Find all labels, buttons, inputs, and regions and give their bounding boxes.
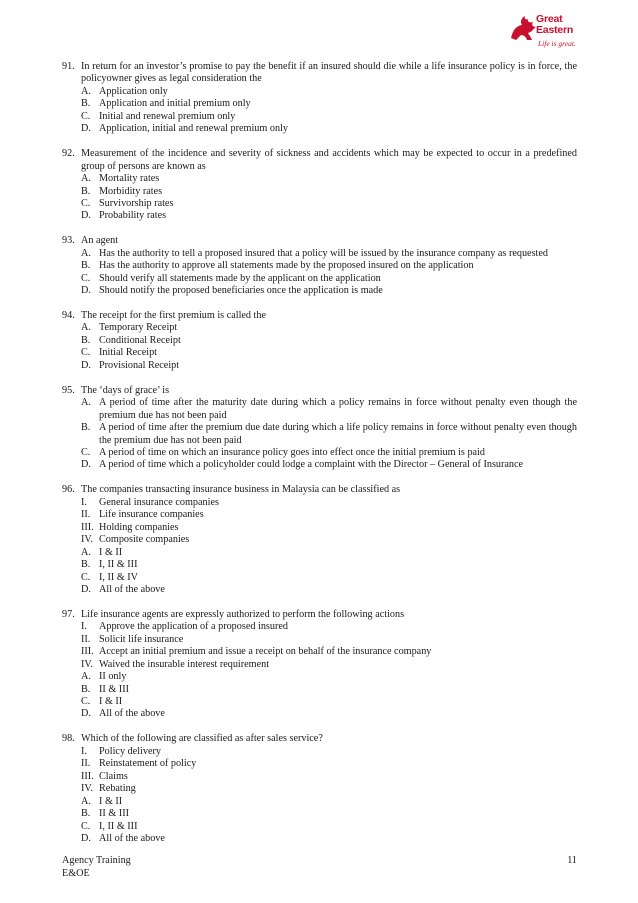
answer-option: [62, 360, 577, 372]
statement-numeral: II.: [81, 633, 91, 645]
option-letter: A.: [81, 322, 91, 334]
statement-text: Composite companies: [99, 534, 190, 546]
option-text: All of the above: [99, 832, 165, 844]
footer-title: Agency Training: [62, 855, 131, 866]
option-letter: A.: [81, 795, 91, 807]
answer-option: [62, 696, 577, 708]
question-block: [62, 310, 577, 372]
option-letter: A.: [81, 85, 91, 97]
question-number: 97.: [62, 608, 75, 620]
statement-item: [62, 746, 577, 758]
statement-text: Holding companies: [99, 521, 179, 533]
option-text: Has the authority to tell a proposed insured that a policy will be issued by the insurance company as requested: [99, 247, 548, 259]
statement-item: [62, 771, 577, 783]
question-stem: The companies transacting insurance business in Malaysia can be classified as: [81, 484, 401, 496]
question-row: [62, 235, 577, 247]
question-block: [62, 385, 577, 472]
option-letter: C.: [81, 272, 91, 284]
logo-wordmark: [536, 14, 573, 36]
page-number: 11: [567, 855, 577, 866]
answer-option: [62, 708, 577, 720]
question-stem: Which of the following are classified as after sales service?: [81, 733, 323, 745]
option-letter: A.: [81, 247, 91, 259]
statement-text: Rebating: [99, 783, 136, 795]
option-text: I & II: [99, 546, 123, 558]
statement-item: [62, 783, 577, 795]
option-letter: C.: [81, 696, 91, 708]
option-text: Initial and renewal premium only: [99, 110, 236, 122]
footer-disclaimer: E&OE: [62, 867, 90, 879]
option-text: II & III: [99, 683, 129, 695]
statement-item: [62, 621, 577, 633]
answer-option: [62, 547, 577, 559]
answer-option: [62, 833, 577, 845]
question-row: [62, 61, 577, 86]
option-text: Probability rates: [99, 210, 167, 222]
option-letter: B.: [81, 334, 91, 346]
option-text: Should notify the proposed beneficiaries once the application is made: [99, 285, 383, 297]
question-row: [62, 609, 577, 621]
option-text: Application, initial and renewal premium only: [99, 123, 288, 135]
statement-text: Approve the application of a proposed insured: [99, 621, 288, 633]
answer-option: [62, 86, 577, 98]
option-text: A period of time after the maturity date during which a policy remains in force without penalty even though the premium due has not been paid: [99, 397, 577, 421]
answer-option: [62, 210, 577, 222]
answer-option: [62, 459, 577, 471]
option-text: A period of time which a policyholder could lodge a complaint with the Director – General of Insurance: [99, 459, 524, 471]
statement-numeral: III.: [81, 770, 94, 782]
statement-item: [62, 497, 577, 509]
question-stem: An agent: [81, 235, 119, 247]
option-text: Application and initial premium only: [99, 98, 251, 110]
statement-item: [62, 659, 577, 671]
option-letter: B.: [81, 559, 91, 571]
statement-text: Reinstatement of policy: [99, 758, 197, 770]
option-letter: D.: [81, 210, 91, 222]
answer-option: [62, 347, 577, 359]
statement-item: [62, 646, 577, 658]
option-text: Conditional Receipt: [99, 334, 181, 346]
question-list: [62, 61, 577, 858]
option-letter: C.: [81, 820, 91, 832]
answer-option: [62, 111, 577, 123]
logo-line-2: Eastern: [536, 24, 574, 36]
question-row: [62, 148, 577, 173]
option-text: I, II & III: [99, 820, 138, 832]
statement-numeral: IV.: [81, 534, 93, 546]
option-letter: D.: [81, 359, 91, 371]
option-letter: D.: [81, 832, 91, 844]
answer-option: [62, 260, 577, 272]
option-letter: B.: [81, 808, 91, 820]
statement-item: [62, 522, 577, 534]
question-row: [62, 310, 577, 322]
statement-numeral: I.: [81, 621, 87, 633]
option-letter: B.: [81, 98, 91, 110]
option-text: Mortality rates: [99, 173, 160, 185]
logo-tagline: Life is great.: [538, 39, 576, 48]
answer-option: [62, 173, 577, 185]
answer-option: [62, 821, 577, 833]
answer-option: [62, 322, 577, 334]
option-letter: A.: [81, 173, 91, 185]
question-block: [62, 484, 577, 596]
page-footer: [62, 855, 577, 880]
option-letter: A.: [81, 546, 91, 558]
option-text: I & II: [99, 795, 123, 807]
company-logo: [508, 12, 620, 54]
question-row: [62, 733, 577, 745]
statement-item: [62, 758, 577, 770]
option-letter: A.: [81, 671, 91, 683]
answer-option: [62, 422, 577, 447]
answer-option: [62, 285, 577, 297]
option-letter: C.: [81, 110, 91, 122]
question-block: [62, 733, 577, 845]
question-number: 94.: [62, 310, 75, 322]
statement-text: Life insurance companies: [99, 509, 204, 521]
statement-item: [62, 534, 577, 546]
option-letter: B.: [81, 260, 91, 272]
option-text: I, II & III: [99, 559, 138, 571]
answer-option: [62, 684, 577, 696]
option-text: Temporary Receipt: [99, 322, 178, 334]
option-text: Morbidity rates: [99, 185, 163, 197]
logo-line-1: Great: [536, 13, 563, 25]
statement-text: Accept an initial premium and issue a receipt on behalf of the insurance company: [99, 646, 432, 658]
option-text: All of the above: [99, 583, 165, 595]
statement-text: Claims: [99, 770, 128, 782]
question-block: [62, 148, 577, 223]
statement-text: General insurance companies: [99, 496, 219, 508]
statement-numeral: III.: [81, 521, 94, 533]
option-letter: B.: [81, 422, 91, 434]
statement-numeral: II.: [81, 758, 91, 770]
statement-text: Solicit life insurance: [99, 633, 184, 645]
option-text: Application only: [99, 85, 168, 97]
answer-option: [62, 559, 577, 571]
option-text: Should verify all statements made by the applicant on the application: [99, 272, 381, 284]
answer-option: [62, 808, 577, 820]
option-text: I, II & IV: [99, 571, 139, 583]
statement-text: Policy delivery: [99, 745, 161, 757]
option-letter: D.: [81, 459, 91, 471]
answer-option: [62, 572, 577, 584]
option-letter: B.: [81, 683, 91, 695]
option-letter: C.: [81, 197, 91, 209]
option-letter: D.: [81, 583, 91, 595]
option-letter: C.: [81, 347, 91, 359]
answer-option: [62, 98, 577, 110]
option-letter: C.: [81, 446, 91, 458]
option-letter: D.: [81, 285, 91, 297]
option-letter: A.: [81, 397, 91, 409]
option-text: A period of time after the premium due date during which a life policy remains in force without penalty even though the premium due has not been paid: [99, 422, 577, 446]
lion-icon: [508, 14, 538, 42]
question-stem: The ‘days of grace’ is: [81, 384, 170, 396]
statement-numeral: III.: [81, 646, 94, 658]
question-number: 93.: [62, 235, 75, 247]
answer-option: [62, 447, 577, 459]
answer-option: [62, 248, 577, 260]
statement-numeral: IV.: [81, 658, 93, 670]
question-row: [62, 484, 577, 496]
option-text: Has the authority to approve all statements made by the proposed insured on the application: [99, 260, 474, 272]
option-letter: D.: [81, 123, 91, 135]
question-number: 91.: [62, 61, 75, 72]
question-number: 98.: [62, 733, 75, 745]
option-text: All of the above: [99, 708, 165, 720]
answer-option: [62, 186, 577, 198]
option-letter: D.: [81, 708, 91, 720]
answer-option: [62, 335, 577, 347]
statement-item: [62, 634, 577, 646]
answer-option: [62, 584, 577, 596]
option-letter: B.: [81, 185, 91, 197]
statement-numeral: II.: [81, 509, 91, 521]
answer-option: [62, 273, 577, 285]
question-stem: In return for an investor’s promise to pay the benefit if an insured should die while a life insurance policy is in force, the policyowner gives as legal consideration the: [81, 61, 577, 85]
question-number: 95.: [62, 384, 75, 396]
question-row: [62, 385, 577, 397]
statement-numeral: IV.: [81, 783, 93, 795]
statement-numeral: I.: [81, 745, 87, 757]
question-stem: Measurement of the incidence and severity of sickness and accidents which may be expected to occur in a predefined group of persons are known as: [81, 148, 577, 172]
answer-option: [62, 198, 577, 210]
option-text: Survivorship rates: [99, 197, 174, 209]
option-text: II only: [99, 671, 127, 683]
statement-numeral: I.: [81, 496, 87, 508]
question-number: 92.: [62, 148, 75, 160]
option-letter: C.: [81, 571, 91, 583]
question-block: [62, 609, 577, 721]
option-text: Initial Receipt: [99, 347, 157, 359]
answer-option: [62, 397, 577, 422]
answer-option: [62, 671, 577, 683]
option-text: A period of time on which an insurance policy goes into effect once the initial premium is paid: [99, 446, 485, 458]
question-number: 96.: [62, 484, 75, 496]
option-text: I & II: [99, 696, 123, 708]
question-block: [62, 61, 577, 136]
statement-text: Waived the insurable interest requirement: [99, 658, 270, 670]
statement-item: [62, 509, 577, 521]
question-stem: Life insurance agents are expressly authorized to perform the following actions: [81, 608, 405, 620]
answer-option: [62, 123, 577, 135]
question-block: [62, 235, 577, 297]
option-text: Provisional Receipt: [99, 359, 180, 371]
question-stem: The receipt for the first premium is called the: [81, 310, 267, 322]
answer-option: [62, 796, 577, 808]
option-text: II & III: [99, 808, 129, 820]
